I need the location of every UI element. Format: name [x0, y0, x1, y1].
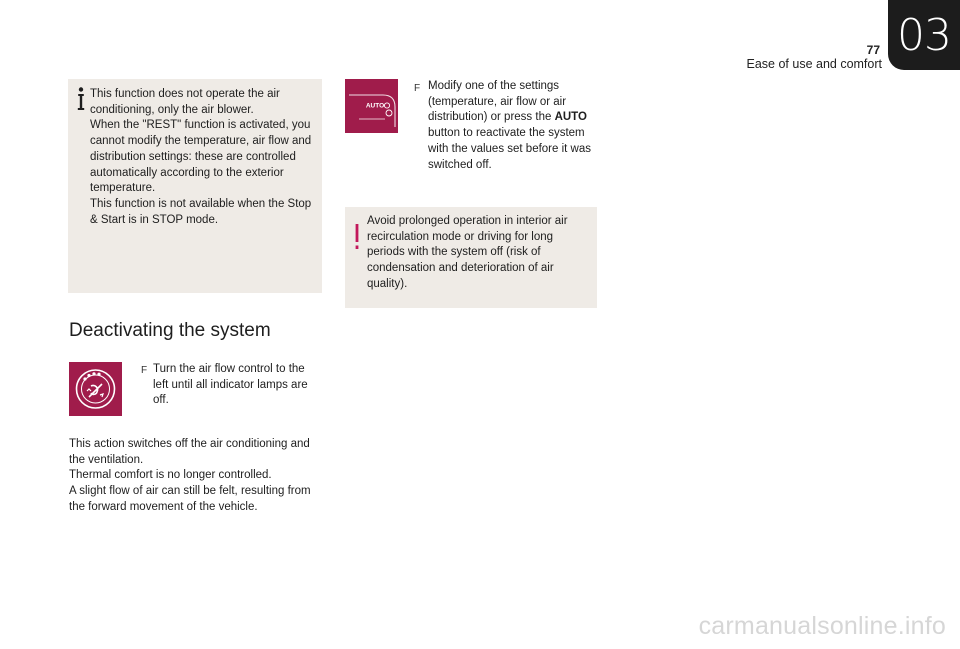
explanation-line: A slight flow of air can still be felt, resulting from the forward movement of the vehicle. — [69, 485, 311, 513]
warning-note-box — [345, 207, 597, 308]
section-heading: Deactivating the system — [69, 320, 271, 341]
reactivate-step-text-start: Modify one of the settings (temperature, air flow or air distribution) or press the — [428, 80, 567, 124]
air-flow-control-image — [69, 362, 122, 416]
watermark: carmanualsonline.info — [698, 612, 946, 640]
reactivate-step-text — [428, 79, 594, 173]
auto-keyword: AUTO — [554, 111, 587, 124]
page-number: 77 — [866, 43, 880, 57]
info-note-text — [90, 87, 312, 228]
explanation-line: Thermal comfort is no longer controlled. — [69, 469, 272, 482]
info-line: When the "REST" function is activated, you cannot modify the temperature, air flow and distribution settings: these are controlled automatically according to the exterior temperature. — [90, 119, 312, 195]
chapter-number-tab: 03 — [888, 0, 960, 70]
info-note-box — [68, 79, 322, 293]
info-line: This function is not available when the Stop & Start is in STOP mode. — [90, 197, 312, 226]
reactivate-step-text-end: button to reactivate the system with the values set before it was switched off. — [428, 127, 591, 171]
step-marker: F — [141, 365, 148, 376]
auto-button-label: AUTO — [365, 102, 385, 110]
step-marker: F — [414, 83, 421, 94]
chapter-title: Ease of use and comfort — [746, 57, 882, 71]
auto-button-image — [345, 79, 398, 133]
warning-exclamation-icon — [354, 224, 360, 250]
explanation-line: This action switches off the air conditioning and the ventilation. — [69, 438, 310, 466]
air-flow-control-knob-icon — [69, 362, 122, 416]
deactivate-explanation — [69, 437, 325, 516]
auto-button-icon — [345, 79, 398, 133]
deactivate-step-text: Turn the air flow control to the left until all indicator lamps are off. — [153, 363, 308, 407]
info-line: This function does not operate the air conditioning, only the air blower. — [90, 88, 280, 116]
warning-text: Avoid prolonged operation in interior air recirculation mode or driving for long periods with the system off (risk of condensation and deterioration of air quality). — [367, 215, 568, 290]
info-icon — [77, 87, 85, 111]
